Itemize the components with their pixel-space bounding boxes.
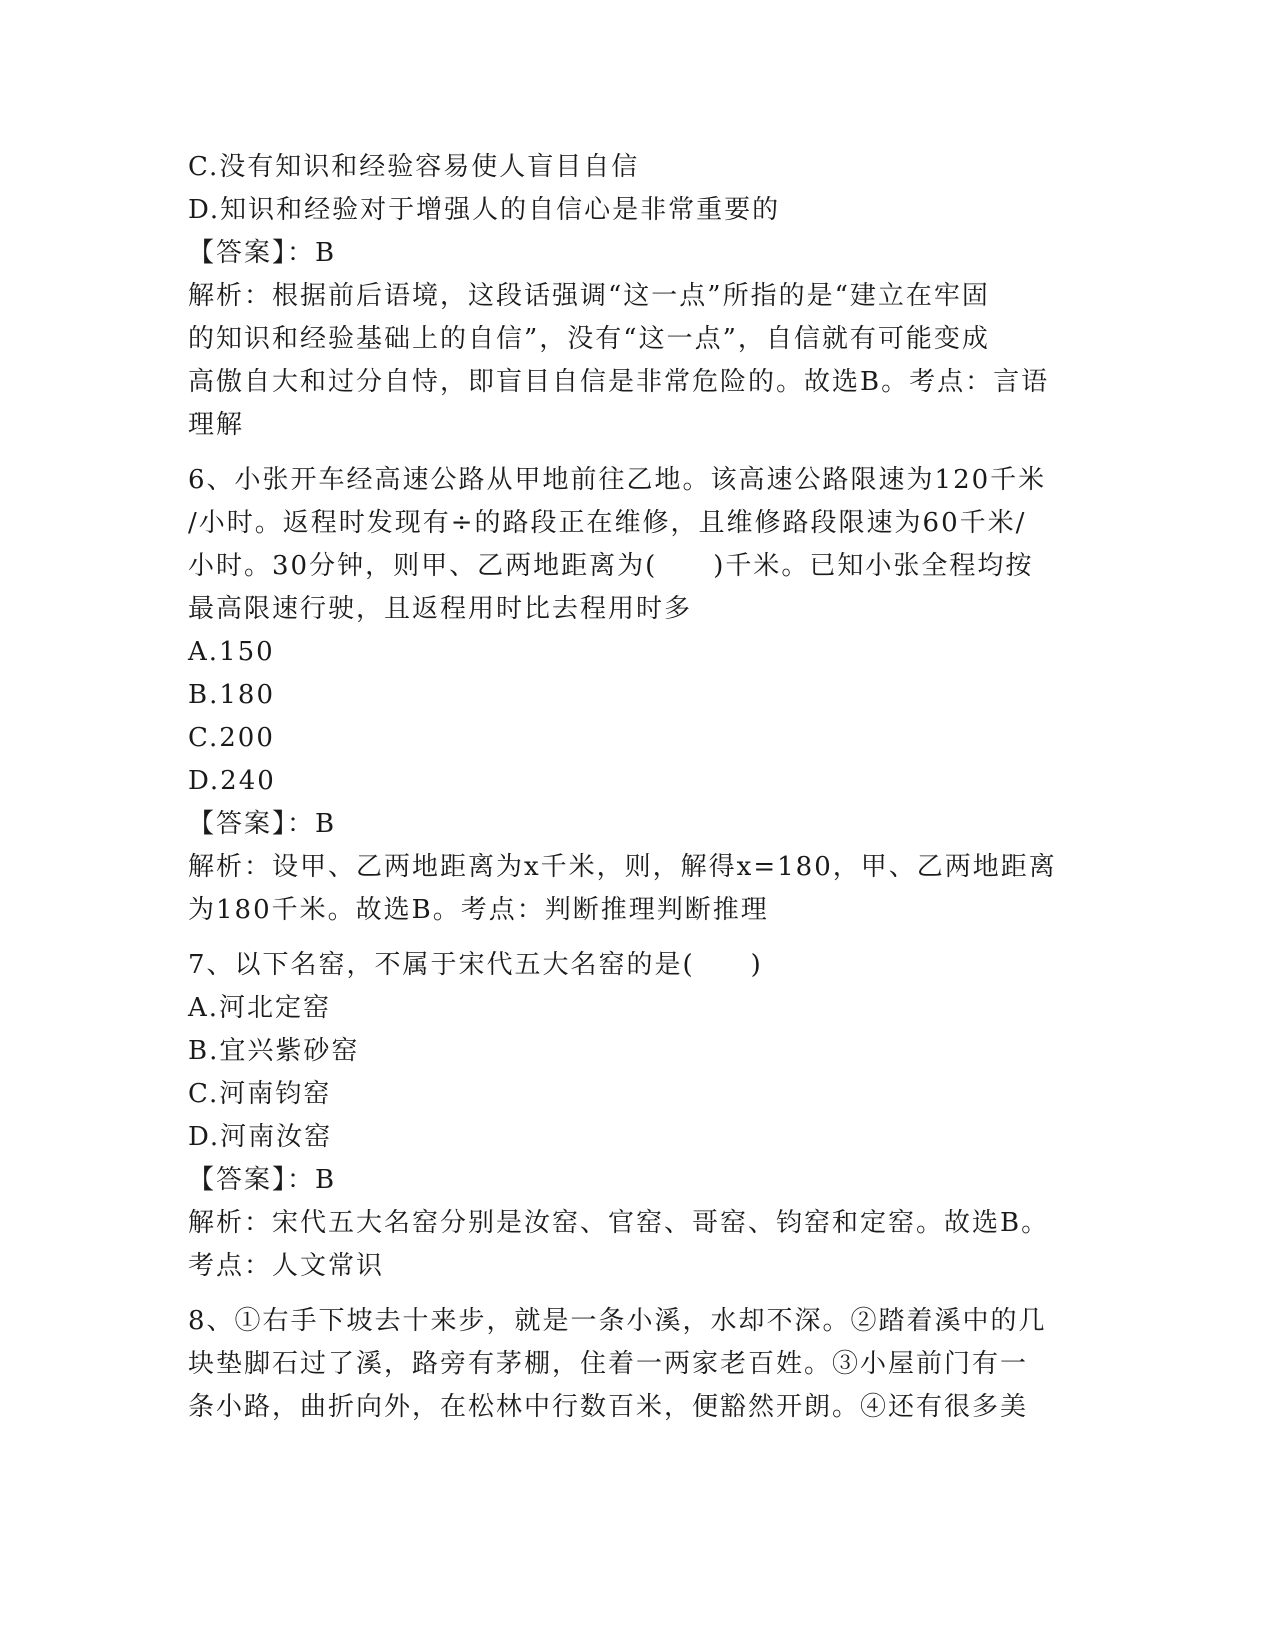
question-5-continuation	[188, 146, 1088, 447]
option-b: B.180	[188, 680, 275, 710]
option-c: C.没有知识和经验容易使人盲目自信	[188, 152, 640, 182]
analysis-line: 高傲自大和过分自恃，即盲目自信是非常危险的。故选B。考点：言语	[188, 367, 1050, 397]
option-a: A.河北定窑	[188, 993, 332, 1023]
analysis-line: 解析：设甲、乙两地距离为x千米，则，解得x=180，甲、乙两地距离	[188, 852, 1057, 882]
question-8	[188, 1300, 1088, 1429]
question-6	[188, 459, 1088, 932]
question-7	[188, 944, 1088, 1288]
question-stem-line: 块垫脚石过了溪，路旁有茅棚，住着一两家老百姓。③小屋前门有一	[188, 1349, 1029, 1379]
spacer	[188, 932, 1088, 944]
question-stem-line: 条小路，曲折向外，在松林中行数百米，便豁然开朗。④还有很多美	[188, 1392, 1029, 1422]
question-stem-line: 8、①右手下坡去十来步，就是一条小溪，水却不深。②踏着溪中的几	[188, 1306, 1047, 1336]
option-a: A.150	[188, 637, 275, 667]
analysis-line: 的知识和经验基础上的自信”，没有“这一点”，自信就有可能变成	[188, 324, 990, 354]
spacer	[188, 447, 1088, 459]
question-stem-line: /小时。返程时发现有÷的路段正在维修，且维修路段限速为60千米/	[188, 508, 1027, 538]
option-c: C.河南钧窑	[188, 1079, 332, 1109]
option-d: D.240	[188, 766, 276, 796]
spacer	[188, 1288, 1088, 1300]
option-d: D.河南汝窑	[188, 1122, 333, 1152]
answer-label: 【答案】：B	[188, 1165, 337, 1195]
question-stem-line: 7、以下名窑，不属于宋代五大名窑的是( )	[188, 950, 763, 980]
analysis-line: 理解	[188, 410, 245, 440]
question-stem-line: 6、小张开车经高速公路从甲地前往乙地。该高速公路限速为120千米	[188, 465, 1047, 495]
question-stem-line: 小时。30分钟，则甲、乙两地距离为( )千米。已知小张全程均按	[188, 551, 1034, 581]
analysis-line: 考点：人文常识	[188, 1251, 385, 1281]
analysis-line: 为180千米。故选B。考点：判断推理判断推理	[188, 895, 769, 925]
answer-label: 【答案】：B	[188, 238, 337, 268]
analysis-line: 解析：宋代五大名窑分别是汝窑、官窑、哥窑、钧窑和定窑。故选B。	[188, 1208, 1050, 1238]
analysis-line: 解析：根据前后语境，这段话强调“这一点”所指的是“建立在牢固	[188, 281, 990, 311]
document-page	[188, 146, 1088, 1429]
option-d: D.知识和经验对于增强人的自信心是非常重要的	[188, 195, 781, 225]
option-c: C.200	[188, 723, 275, 753]
option-b: B.宜兴紫砂窑	[188, 1036, 360, 1066]
question-stem-line: 最高限速行驶，且返程用时比去程用时多	[188, 594, 693, 624]
answer-label: 【答案】：B	[188, 809, 337, 839]
